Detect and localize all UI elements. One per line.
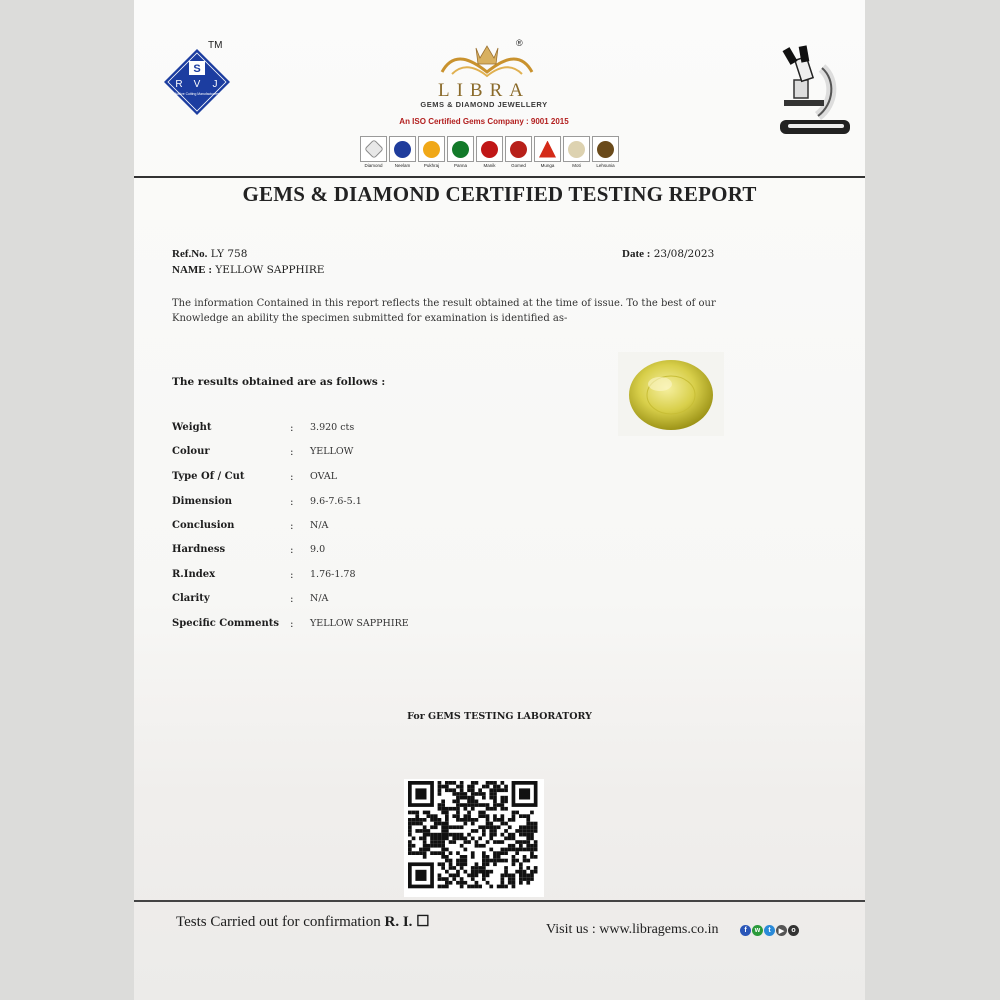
header-divider — [134, 176, 865, 178]
gem-item — [447, 136, 474, 168]
footer-divider — [134, 900, 865, 902]
gem-name: Neelam — [394, 163, 411, 168]
result-label: Dimension — [172, 496, 233, 507]
result-value: 3.920 cts — [310, 422, 355, 433]
gem-item — [592, 136, 619, 168]
result-colon: : — [290, 471, 294, 483]
srvj-letter-s: S — [193, 63, 201, 75]
background-left — [0, 0, 134, 1000]
website-link[interactable]: Visit us : www.libragems.co.in — [546, 922, 719, 937]
result-value: 1.76-1.78 — [310, 569, 356, 580]
gem-box — [447, 136, 474, 162]
certificate-paper — [134, 0, 865, 1000]
result-value: YELLOW SAPPHIRE — [310, 618, 409, 629]
ref-value: LY 758 — [210, 248, 248, 260]
result-colon: : — [290, 618, 294, 630]
qr-code-icon[interactable] — [404, 779, 544, 897]
name-value: YELLOW SAPPHIRE — [215, 264, 325, 276]
gem-name: Manik — [483, 163, 496, 168]
gemstone-photo-icon — [618, 352, 724, 436]
gem-name: Moti — [572, 163, 581, 168]
gem-name: Pukhraj — [423, 163, 440, 168]
tests-code: R. I. ☐ — [384, 914, 430, 930]
lab-signature-label: For GEMS TESTING LABORATORY — [407, 711, 592, 722]
brand-subtitle: GEMS & DIAMOND JEWELLERY — [420, 100, 548, 109]
result-colon: : — [290, 544, 294, 556]
result-label: Colour — [172, 446, 210, 457]
result-colon: : — [290, 446, 294, 458]
intro-paragraph — [172, 296, 762, 326]
gem-item — [505, 136, 532, 168]
youtube-icon[interactable]: ▶ — [776, 925, 787, 936]
iso-certification: An ISO Certified Gems Company : 9001 2015 — [399, 117, 569, 126]
gem-item — [360, 136, 387, 168]
emerald-gem-icon — [452, 141, 469, 158]
result-label: R.Index — [172, 569, 216, 580]
social-icons — [740, 925, 799, 936]
intro-line-2: Knowledge an ability the specimen submitted for examination is identified as- — [172, 313, 568, 324]
gem-name: Munga — [540, 163, 555, 168]
gem-name: Gomed — [511, 163, 526, 168]
gem-box — [389, 136, 416, 162]
cats-eye-gem-icon — [597, 141, 614, 158]
twitter-icon[interactable]: t — [764, 925, 775, 936]
gem-item — [534, 136, 561, 168]
gem-item — [563, 136, 590, 168]
srvj-tagline: Native Cutting Manufacturers — [175, 92, 219, 96]
gem-box — [360, 136, 387, 162]
gem-box — [505, 136, 532, 162]
result-value: OVAL — [310, 471, 338, 482]
pearl-gem-icon — [568, 141, 585, 158]
ref-number — [172, 248, 247, 260]
result-colon: : — [290, 496, 294, 508]
facebook-icon[interactable]: f — [740, 925, 751, 936]
whatsapp-icon[interactable]: w — [752, 925, 763, 936]
gem-box — [418, 136, 445, 162]
date-value: 23/08/2023 — [653, 248, 715, 260]
ruby-gem-icon — [481, 141, 498, 158]
name-label: NAME : — [172, 264, 213, 276]
result-label: Specific Comments — [172, 618, 279, 629]
ref-label: Ref.No. — [172, 248, 208, 260]
gem-name: Panna — [453, 163, 467, 168]
gem-name: Lehsunia — [596, 163, 615, 168]
result-label: Weight — [172, 422, 212, 433]
intro-line-1: The information Contained in this report reflects the result obtained at the time of issue. To the best of our — [172, 298, 716, 309]
coral-gem-icon — [539, 141, 556, 158]
gem-name: Diamond — [364, 163, 383, 168]
srvj-letter-r: R — [175, 79, 183, 90]
libra-crown-logo-icon — [432, 42, 542, 82]
result-colon: : — [290, 520, 294, 532]
tests-note — [176, 912, 430, 931]
result-value: N/A — [310, 520, 329, 531]
registered-mark: ® — [516, 38, 523, 48]
gem-box — [563, 136, 590, 162]
hessonite-gem-icon — [510, 141, 527, 158]
microscope-icon — [774, 44, 854, 140]
trademark-mark: TM — [208, 40, 223, 51]
result-value: N/A — [310, 593, 329, 604]
gem-item — [476, 136, 503, 168]
date-label: Date : — [622, 248, 651, 260]
diamond-gem-icon — [364, 139, 384, 159]
srvj-letter-v: V — [193, 79, 201, 90]
gem-box — [592, 136, 619, 162]
result-label: Conclusion — [172, 520, 235, 531]
blue-sapphire-gem-icon — [394, 141, 411, 158]
result-value: YELLOW — [310, 446, 354, 457]
result-colon: : — [290, 422, 294, 434]
gem-item — [418, 136, 445, 168]
specimen-name — [172, 264, 324, 276]
tests-text: Tests Carried out for confirmation — [176, 914, 381, 930]
gem-box — [534, 136, 561, 162]
result-colon: : — [290, 593, 294, 605]
report-title: GEMS & DIAMOND CERTIFIED TESTING REPORT — [242, 182, 757, 206]
result-label: Hardness — [172, 544, 226, 555]
gem-item — [389, 136, 416, 168]
instagram-icon[interactable]: o — [788, 925, 799, 936]
result-colon: : — [290, 569, 294, 581]
result-value: 9.0 — [310, 544, 326, 555]
result-value: 9.6-7.6-5.1 — [310, 496, 362, 507]
report-date — [622, 248, 714, 260]
brand-name: LIBRA — [438, 80, 530, 101]
gem-strip — [360, 136, 619, 168]
yellow-sapphire-gem-icon — [423, 141, 440, 158]
srvj-letter-j: J — [212, 79, 218, 90]
result-label: Clarity — [172, 593, 210, 604]
gem-box — [476, 136, 503, 162]
background-right — [865, 0, 1000, 1000]
results-heading: The results obtained are as follows : — [172, 376, 386, 388]
result-label: Type Of / Cut — [172, 471, 245, 482]
srvj-logo-icon — [162, 47, 232, 117]
